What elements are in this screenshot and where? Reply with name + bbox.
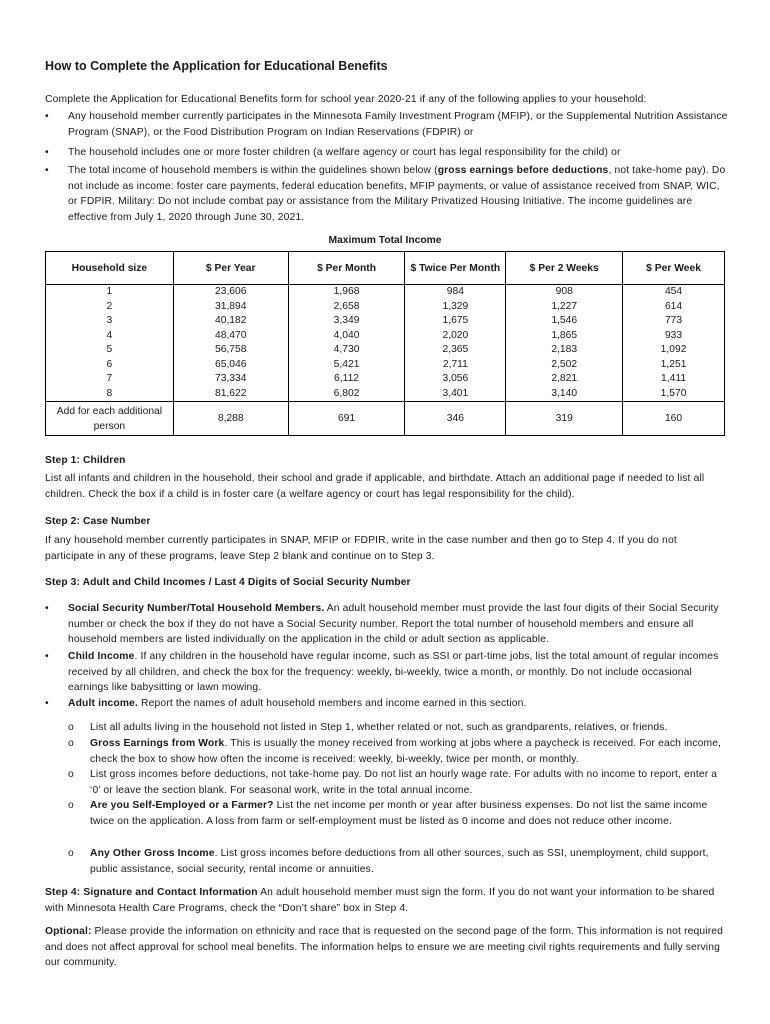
table-cell: 908 [506,285,623,300]
table-cell: 933 [623,329,725,344]
step3-heading: Step 3: Adult and Child Incomes / Last 4 Digits of Social Security Number [45,577,411,588]
table-cell: 3,056 [405,372,506,387]
table-cell: 65,046 [173,358,288,373]
bullet-text-rest: Report the names of adult household members and income earned in this section. [138,698,527,709]
column-header: $ Per Month [288,252,405,285]
bullet-mark: • [45,698,49,709]
sub-bullet-mark: o [68,848,74,859]
table-cell: 31,894 [173,300,288,315]
table-cell: 3,401 [405,387,506,402]
table-cell: 73,334 [173,372,288,387]
intro-paragraph: Complete the Application for Educational Benefits form for school year 2020-21 if any of the following applies to your household: [45,94,647,105]
bullet-mark: • [45,111,49,122]
table-cell: 8,288 [173,402,288,436]
table-cell: 160 [623,402,725,436]
bullet-text-rest: . If any children in the household have regular income, such as SSI or part-time jobs, list the total amount of regular incomes received by all children, and check the box for the frequency: weekly, bi-weekly, twice a month, or monthly. Do not include occasional earnings like babysitting or lawn mowing. [68,651,719,694]
table-cell: 4,040 [288,329,405,344]
sub-bullet-text: List gross incomes before deductions, not take-home pay. Do not list an hourly wage rate. For adults with no income to report, enter a ‘0’ or leave the section blank. For seasonal work, write in the total annual income. [90,769,718,796]
bullet-text-bold: gross earnings before deductions [437,165,609,176]
table-row [46,343,725,358]
table-cell: 2,821 [506,372,623,387]
table-cell: 3 [46,314,174,329]
table-cell: Add for each additional person [46,402,174,436]
table-cell: 1 [46,285,174,300]
table-cell: 773 [623,314,725,329]
table-cell: 48,470 [173,329,288,344]
table-cell: 2,365 [405,343,506,358]
table-cell: 1,329 [405,300,506,315]
table-cell: 1,968 [288,285,405,300]
table-cell: 2,502 [506,358,623,373]
table-cell: 6 [46,358,174,373]
sub-bullet-mark: o [68,769,74,780]
table-cell: 1,251 [623,358,725,373]
table-cell: 23,606 [173,285,288,300]
sub-bullet-text [90,798,726,829]
table-caption: Maximum Total Income [328,235,442,246]
table-cell: 346 [405,402,506,436]
table-cell: 2 [46,300,174,315]
table-cell: 4 [46,329,174,344]
table-cell: 1,675 [405,314,506,329]
step1-heading: Step 1: Children [45,455,126,466]
sub-bullet-text-rest: . List gross incomes before deductions from all other sources, such as SSI, unemployment, child support, public assistance, social security, rental income or annuities. [90,848,709,875]
table-cell: 3,140 [506,387,623,402]
table-row [46,329,725,344]
step2-heading: Step 2: Case Number [45,516,151,527]
table-cell: 2,020 [405,329,506,344]
table-cell: 8 [46,387,174,402]
bullet-text-bold: Adult income. [68,698,139,709]
table-row [46,300,725,315]
sub-bullet-text: List all adults living in the household not listed in Step 1, whether related or not, such as grandparents, relatives, or friends. [90,722,668,733]
table-cell: 1,546 [506,314,623,329]
bullet-text-start: The total income of household members is within the guidelines shown below ( [68,165,438,176]
table-cell: 1,570 [623,387,725,402]
optional-paragraph [45,924,725,971]
page-title: How to Complete the Application for Educational Benefits [45,59,388,73]
sub-bullet-text-bold: Gross Earnings from Work [90,738,225,749]
optional-text: Please provide the information on ethnicity and race that is requested on the second page of the form. This information is not required and does not affect approval for school meal benefits. The information helps to ensure we are meeting civil rights requirements and fully serving our community. [45,926,724,969]
sub-bullet-text [90,846,726,877]
table-cell: 984 [405,285,506,300]
table-row [46,285,725,300]
table-cell: 2,658 [288,300,405,315]
optional-heading: Optional: [45,926,92,937]
table-row-additional-person [46,402,725,436]
sub-bullet-mark: o [68,738,74,749]
sub-bullet-mark: o [68,800,74,811]
sub-bullet-text-bold: Any Other Gross Income [90,848,215,859]
table-cell: 2,183 [506,343,623,358]
table-cell: 6,802 [288,387,405,402]
bullet-text-bold: Social Security Number/Total Household Members. [68,603,325,614]
table-cell: 56,758 [173,343,288,358]
table-cell: 454 [623,285,725,300]
bullet-mark: • [45,651,49,662]
bullet-text [68,696,728,712]
table-row [46,387,725,402]
step2-text: If any household member currently participates in SNAP, MFIP or FDPIR, write in the case number and then go to Step 4. If you do not participate in any of these programs, leave Step 2 blank and continue on to Step 3. [45,535,677,562]
table-cell: 691 [288,402,405,436]
step1-text: List all infants and children in the household, their school and grade if applicable, and birthdate. Attach an additional page if needed to list all children. Check the box if a child is in foster care (a welfare agency or court has legal responsibility for the child). [45,473,705,500]
table-cell: 2,711 [405,358,506,373]
table-cell: 614 [623,300,725,315]
column-header: $ Per 2 Weeks [506,252,623,285]
table-row [46,372,725,387]
table-cell: 5,421 [288,358,405,373]
table-row [46,314,725,329]
bullet-text-rest: An adult household member must provide the last four digits of their Social Security number or check the box if they do not have a Social Security number. Report the total number of household members and ensure all household members are listed individually on the application in the child or adult section as applicable. [68,603,719,646]
sub-bullet-text-rest: List the net income per month or year after business expenses. Do not list the same income twice on the application. A loss from farm or self-employment must be listed as 0 income and does not reduce other income. [90,800,708,827]
table-cell: 4,730 [288,343,405,358]
sub-bullet-text-bold: Are you Self-Employed or a Farmer? [90,800,274,811]
income-guidelines-table [45,251,725,436]
table-row [46,358,725,373]
column-header: $ Per Week [623,252,725,285]
bullet-mark: • [45,147,49,158]
column-header: Household size [46,252,174,285]
bullet-mark: • [45,603,49,614]
bullet-text-bold: Child Income [68,651,135,662]
table-cell: 7 [46,372,174,387]
table-cell: 1,227 [506,300,623,315]
bullet-text: Any household member currently participates in the Minnesota Family Investment Program (MFIP), or the Supplemental Nutrition Assistance Program (SNAP), or the Food Distribution Program on Indian Reservations (FDPIR) or [68,111,728,138]
sub-bullet-text-rest: . This is usually the money received from working at jobs where a paycheck is received. For each income, check the box to show how often the income is received: weekly, bi-weekly, twice per month, or monthly. [90,738,722,765]
table-cell: 3,349 [288,314,405,329]
step4-heading: Step 4: Signature and Contact Information [45,887,258,898]
bullet-text [68,163,728,225]
table-cell: 319 [506,402,623,436]
bullet-text: The household includes one or more foster children (a welfare agency or court has legal responsibility for the child) or [68,147,621,158]
table-cell: 6,112 [288,372,405,387]
table-cell: 1,411 [623,372,725,387]
table-cell: 40,182 [173,314,288,329]
step4-text: An adult household member must sign the form. If you do not want your information to be shared with Minnesota Health Care Programs, check the “Don’t share” box in Step 4. [45,887,715,914]
step4-paragraph [45,885,725,916]
bullet-mark: • [45,165,49,176]
table-header-row [46,252,725,285]
bullet-text-end: , not take-home pay). Do not include as income: foster care payments, federal education benefits, MFIP payments, or value of assistance received from SNAP, WIC, or FDPIR. Military: Do not include combat pay or assistance from the Military Privatized Housing Initiative. The income guidelines are effective from July 1, 2020 through June 30, 2021. [68,165,726,223]
table-cell: 5 [46,343,174,358]
table-cell: 1,865 [506,329,623,344]
bullet-text [68,649,728,696]
table-cell: 81,622 [173,387,288,402]
sub-bullet-text [90,736,726,767]
sub-bullet-mark: o [68,722,74,733]
bullet-text [68,601,728,648]
column-header: $ Twice Per Month [405,252,506,285]
table-cell: 1,092 [623,343,725,358]
column-header: $ Per Year [173,252,288,285]
